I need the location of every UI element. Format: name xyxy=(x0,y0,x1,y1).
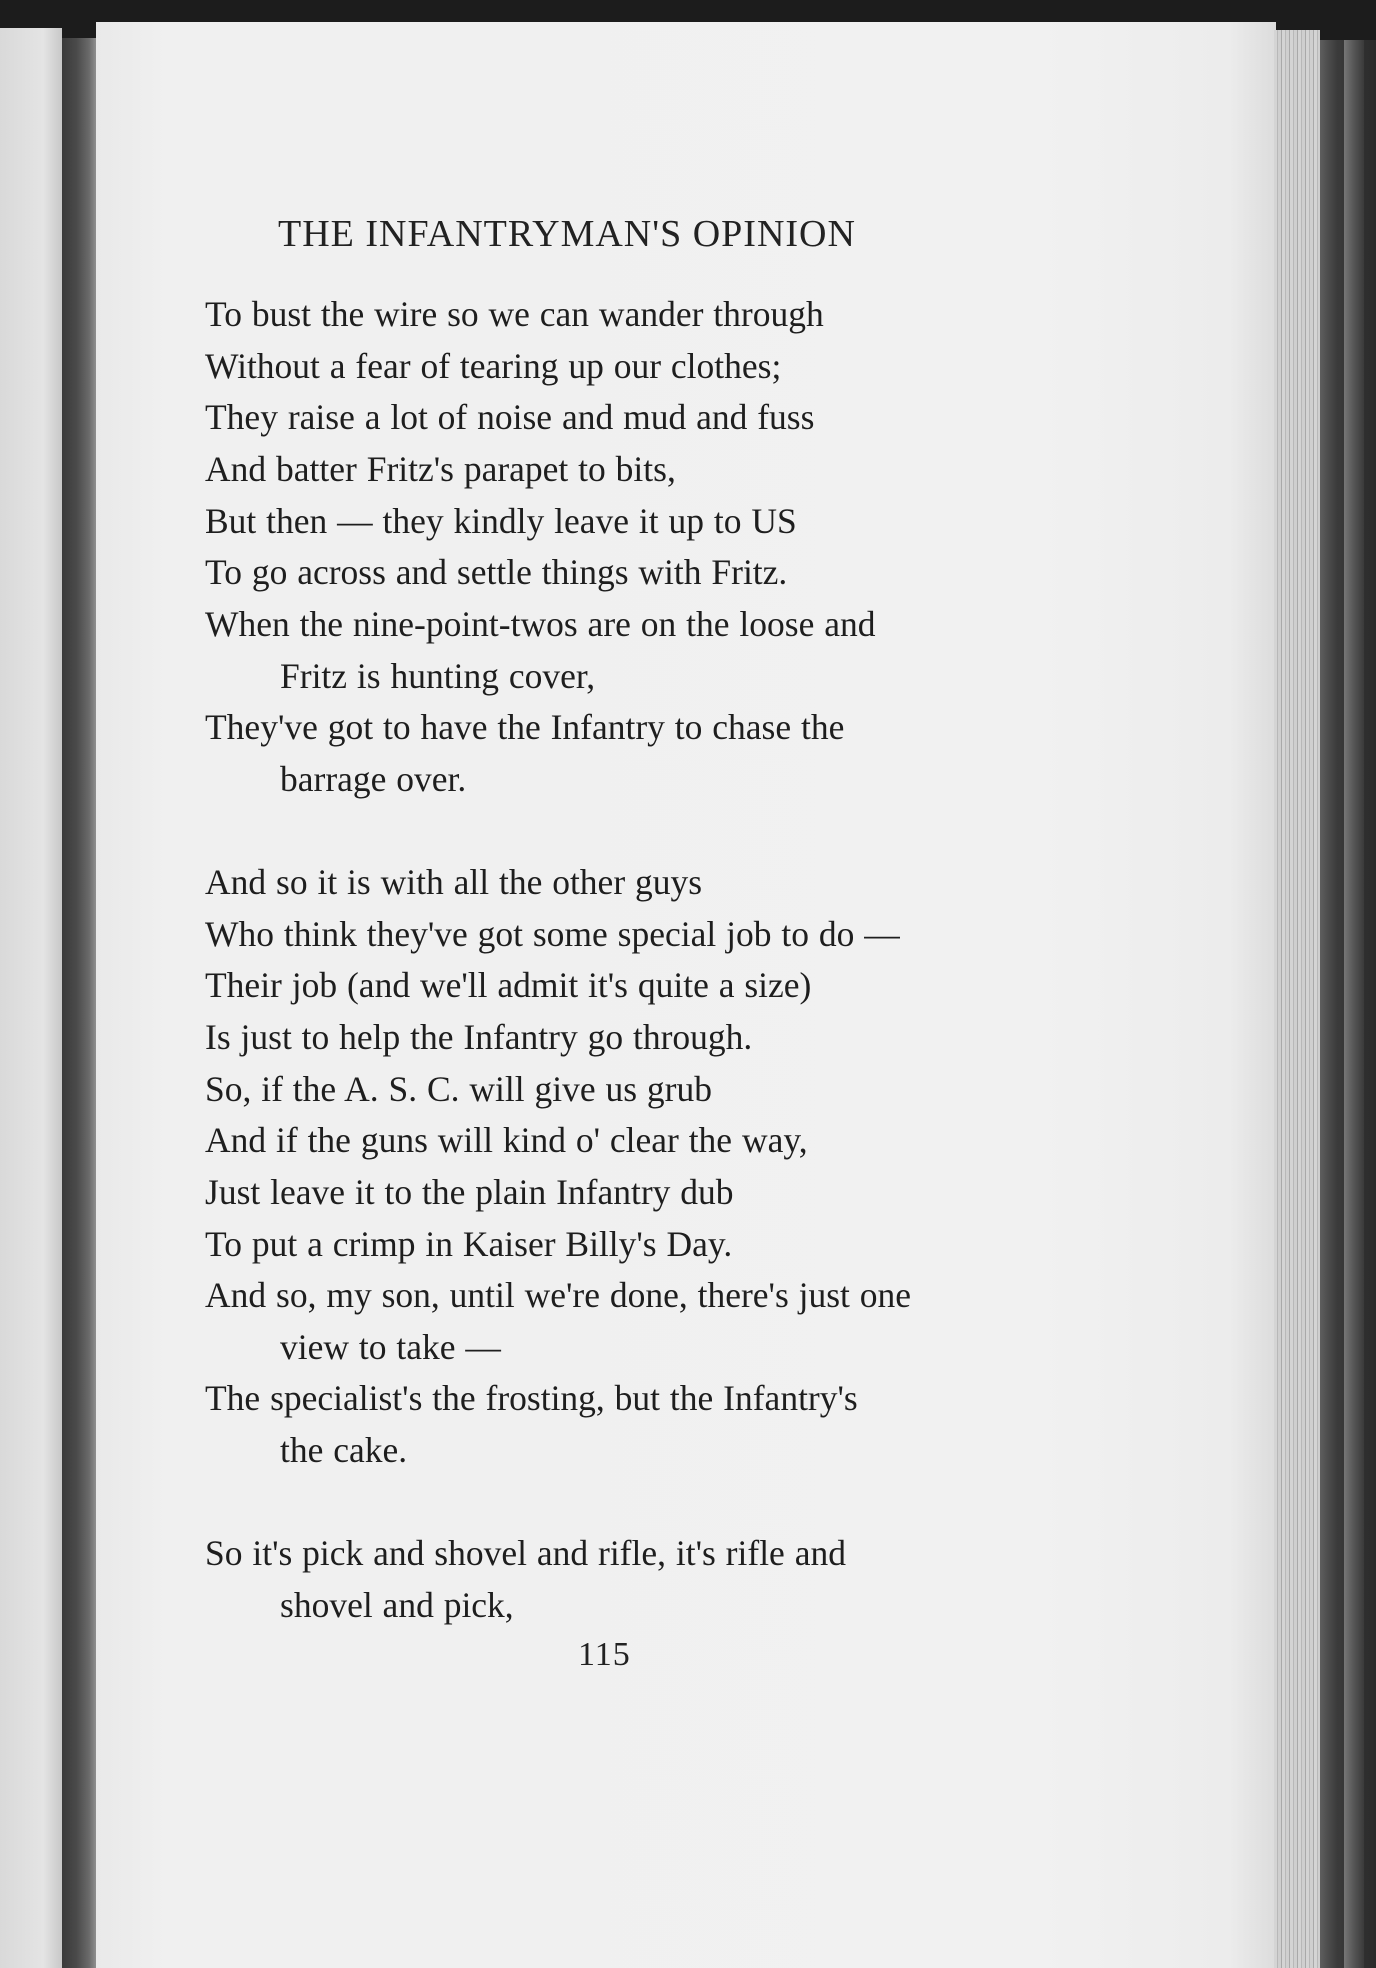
facing-page-edge xyxy=(0,28,62,1968)
verse-line: When the nine-point-twos are on the loose and xyxy=(205,604,876,644)
verse-line-continued: view to take — xyxy=(280,1327,501,1367)
verse-line-continued: barrage over. xyxy=(280,759,467,799)
page-stack-edges xyxy=(1274,30,1320,1968)
verse-line: To bust the wire so we can wander through xyxy=(205,294,824,334)
verse-line: To go across and settle things with Fritz. xyxy=(205,552,788,592)
verse-line: And so, my son, until we're done, there's just one xyxy=(205,1275,912,1315)
verse-line: Is just to help the Infantry go through. xyxy=(205,1017,753,1057)
verse-line-continued: the cake. xyxy=(280,1430,408,1470)
verse-line: To put a crimp in Kaiser Billy's Day. xyxy=(205,1224,733,1264)
verse-line-continued: Fritz is hunting cover, xyxy=(280,656,596,696)
book-spine-shadow xyxy=(62,38,98,1968)
verse-line: And so it is with all the other guys xyxy=(205,862,703,902)
verse-line: So it's pick and shovel and rifle, it's rifle and xyxy=(205,1533,846,1573)
verse-line: But then — they kindly leave it up to US xyxy=(205,501,797,541)
verse-line: Just leave it to the plain Infantry dub xyxy=(205,1172,734,1212)
verse-line: Their job (and we'll admit it's quite a size) xyxy=(205,965,812,1005)
verse-line: And if the guns will kind o' clear the way, xyxy=(205,1120,808,1160)
cover-highlight xyxy=(1344,40,1364,1968)
verse-line: The specialist's the frosting, but the Infantry's xyxy=(205,1378,858,1418)
verse-line: They raise a lot of noise and mud and fuss xyxy=(205,397,815,437)
verse-line: Who think they've got some special job to do — xyxy=(205,914,900,954)
verse-line-continued: shovel and pick, xyxy=(280,1585,514,1625)
verse-line: And batter Fritz's parapet to bits, xyxy=(205,449,676,489)
running-head: THE INFANTRYMAN'S OPINION xyxy=(278,213,856,255)
verse-line: Without a fear of tearing up our clothes; xyxy=(205,346,782,386)
verse-line: So, if the A. S. C. will give us grub xyxy=(205,1069,713,1109)
verse-line: They've got to have the Infantry to chase the xyxy=(205,707,845,747)
page-number: 115 xyxy=(578,1636,631,1673)
